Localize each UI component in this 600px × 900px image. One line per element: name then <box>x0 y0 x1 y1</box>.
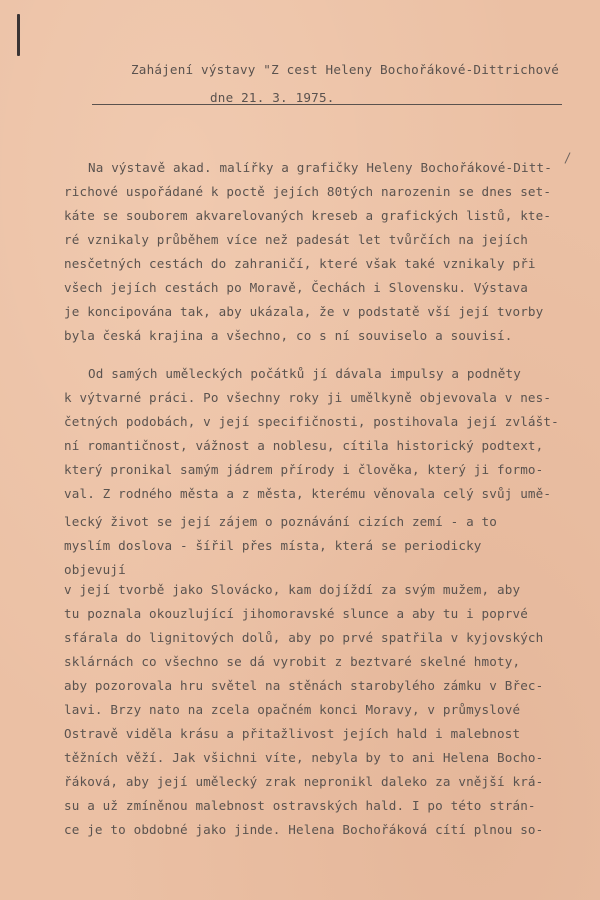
text-line: su a už zmíněnou malebnost ostravských hald. I po této strán- <box>64 798 536 813</box>
text-line: aby pozorovala hru světel na stěnách starobylého zámku v Břec- <box>64 678 544 693</box>
pencil-tick-mark <box>565 152 571 163</box>
text-line: lecký život se její zájem o poznávání cizích zemí - a to myslím doslova - šířil přes místa, která se periodicky objevují <box>64 514 497 577</box>
text-line: byla česká krajina a všechno, co s ní souviselo a souvisí. <box>64 328 513 343</box>
text-line: sfárala do lignitových dolů, aby po prvé spatřila v kyjovských <box>64 630 544 645</box>
text-line: Na výstavě akad. malířky a grafičky Heleny Bochořákové-Ditt- <box>88 160 552 175</box>
text-line: nesčetných cestách do zahraničí, které však také vznikaly při <box>64 256 536 271</box>
text-line: ní romantičnost, vážnost a noblesu, cítila historický podtext, <box>64 438 544 453</box>
text-line: k výtvarné práci. Po všechny roky ji umělkyně objevovala v nes- <box>64 390 552 405</box>
text-line: těžních věží. Jak všichni víte, nebyla by to ani Helena Bocho- <box>64 750 544 765</box>
text-line: lavi. Brzy nato na zcela opačném konci Moravy, v průmyslové <box>64 702 521 717</box>
text-line: četných podobách, v její specifičnosti, postihovala její zvlášt- <box>64 414 559 429</box>
text-line: sklárnách co všechno se dá vyrobit z beztvaré skelné hmoty, <box>64 654 521 669</box>
document-date: dne 21. 3. 1975. <box>210 90 335 105</box>
text-line: v její tvorbě jako Slovácko, kam dojíždí za svým mužem, aby <box>64 582 521 597</box>
text-line: Ostravě viděla krásu a přitažlivost jejích hald i malebnost <box>64 726 521 741</box>
text-line: všech jejích cestách po Moravě, Čechách i Slovensku. Výstava <box>64 280 528 295</box>
text-line: richové uspořádané k poctě jejích 80tých narozenin se dnes set- <box>64 184 552 199</box>
text-line: který pronikal samým jádrem přírody i člověka, který ji formo- <box>64 462 544 477</box>
text-line: Od samých uměleckých počátků jí dávala impulsy a podněty <box>88 366 521 381</box>
text-line: tu poznala okouzlující jihomoravské slunce a aby tu i poprvé <box>64 606 528 621</box>
text-line: řáková, aby její umělecký zrak nepronikl daleko za vnější krá- <box>64 774 544 789</box>
document-title: Zahájení výstavy "Z cest Heleny Bochořákové-Dittrichové <box>131 62 560 77</box>
text-line: val. Z rodného města a z města, kterému věnovala celý svůj umě- <box>64 486 552 501</box>
margin-mark <box>17 14 20 56</box>
text-line: ce je to obdobné jako jinde. Helena Bochořáková cítí plnou so- <box>64 822 544 837</box>
text-line: je koncipována tak, aby ukázala, že v podstatě vší její tvorby <box>64 304 544 319</box>
text-line: ré vznikaly průběhem více než padesát let tvůrčích na jejích <box>64 232 528 247</box>
text-line: káte se souborem akvarelovaných kreseb a grafických listů, kte- <box>64 208 552 223</box>
